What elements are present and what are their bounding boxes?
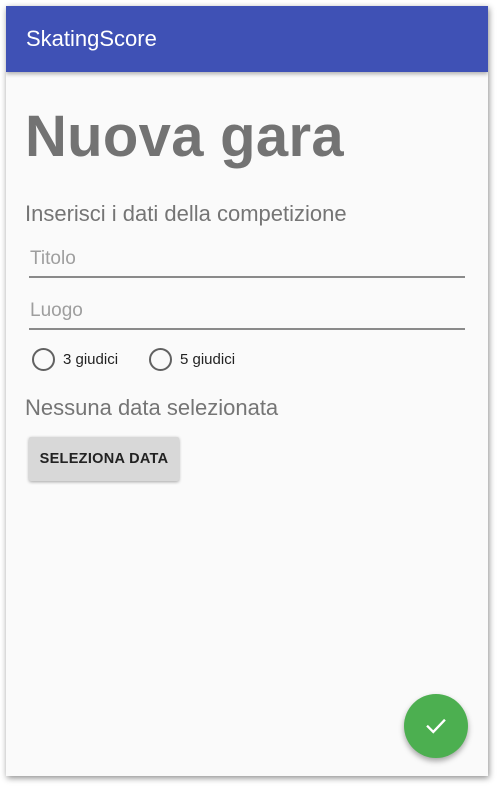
location-field[interactable]: [29, 294, 465, 330]
select-date-button[interactable]: SELEZIONA DATA: [29, 437, 179, 481]
title-field[interactable]: [29, 242, 465, 278]
radio-button-icon[interactable]: [149, 348, 172, 371]
confirm-fab[interactable]: [404, 694, 468, 758]
radio-button-icon[interactable]: [32, 348, 55, 371]
page-subtitle: Inserisci i dati della competizione: [25, 201, 347, 226]
date-status: Nessuna data selezionata: [25, 395, 279, 420]
app-screen: [6, 6, 488, 776]
app-title: SkatingScore: [26, 26, 157, 51]
radio-label: 3 giudici: [63, 350, 119, 368]
check-icon: [423, 713, 449, 739]
radio-3-judges[interactable]: [32, 345, 118, 373]
page-title: Nuova gara: [25, 104, 344, 169]
location-input[interactable]: [29, 294, 465, 328]
radio-5-judges[interactable]: [149, 345, 235, 373]
app-bar: [6, 6, 488, 72]
radio-label: 5 giudici: [180, 350, 236, 368]
title-input[interactable]: [29, 242, 465, 276]
